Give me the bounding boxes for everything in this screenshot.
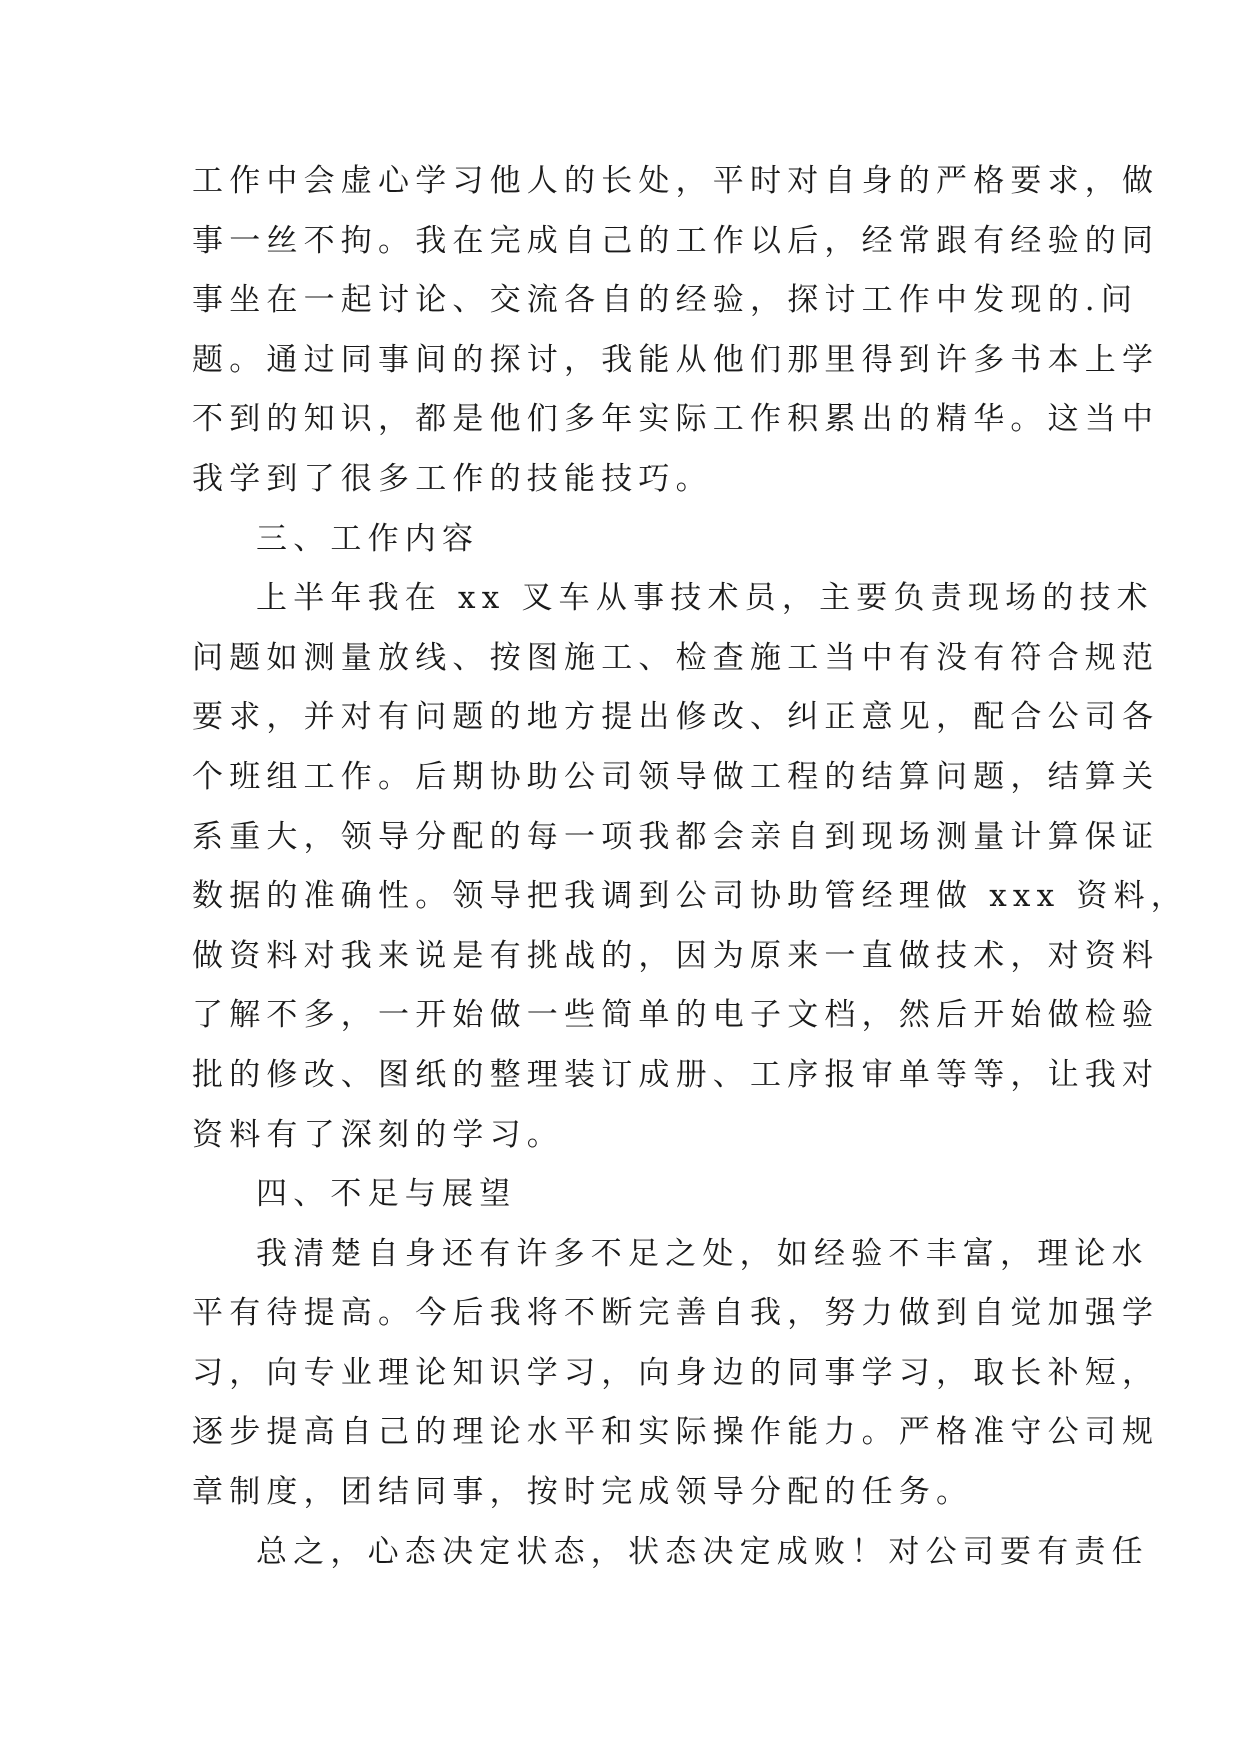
- body-line: 事坐在一起讨论、交流各自的经验，探讨工作中发现的.问: [192, 282, 1139, 319]
- body-line: 做资料对我来说是有挑战的，因为原来一直做技术，对资料: [192, 937, 1160, 974]
- body-line: 资料有了深刻的学习。: [192, 1116, 564, 1153]
- body-line: 批的修改、图纸的整理装订成册、工序报审单等等，让我对: [192, 1056, 1160, 1093]
- paragraph-first-line: 上半年我在 xx 叉车从事技术员，主要负责现场的技术: [256, 580, 1154, 617]
- section-heading: 三、工作内容: [256, 520, 480, 557]
- paragraph-first-line: 总之，心态决定状态，状态决定成败！对公司要有责任: [256, 1533, 1149, 1570]
- body-line: 要求，并对有问题的地方提出修改、纠正意见，配合公司各: [192, 699, 1160, 736]
- body-line: 问题如测量放线、按图施工、检查施工当中有没有符合规范: [192, 639, 1160, 676]
- body-line: 平有待提高。今后我将不断完善自我，努力做到自觉加强学: [192, 1295, 1160, 1332]
- body-line: 工作中会虚心学习他人的长处，平时对自身的严格要求，做: [192, 163, 1160, 199]
- body-line: 不到的知识，都是他们多年实际工作积累出的精华。这当中: [192, 401, 1160, 438]
- body-line: 我学到了很多工作的技能技巧。: [192, 460, 713, 497]
- section-heading: 四、不足与展望: [256, 1176, 517, 1213]
- body-line: 章制度，团结同事，按时完成领导分配的任务。: [192, 1474, 974, 1511]
- paragraph-first-line: 我清楚自身还有许多不足之处，如经验不丰富，理论水: [256, 1235, 1149, 1272]
- body-line: 习，向专业理论知识学习，向身边的同事学习，取长补短，: [192, 1354, 1160, 1391]
- body-line: 事一丝不拘。我在完成自己的工作以后，经常跟有经验的同: [192, 222, 1160, 259]
- document-body: [192, 152, 1188, 1582]
- body-line: 数据的准确性。领导把我调到公司协助管经理做 xxx 资料，: [192, 878, 1188, 915]
- body-line: 题。通过同事间的探讨，我能从他们那里得到许多书本上学: [192, 341, 1160, 378]
- body-line: 个班组工作。后期协助公司领导做工程的结算问题，结算关: [192, 758, 1160, 795]
- body-line: 系重大，领导分配的每一项我都会亲自到现场测量计算保证: [192, 818, 1160, 855]
- body-line: 逐步提高自己的理论水平和实际操作能力。严格准守公司规: [192, 1414, 1160, 1451]
- body-line: 了解不多，一开始做一些简单的电子文档，然后开始做检验: [192, 997, 1160, 1034]
